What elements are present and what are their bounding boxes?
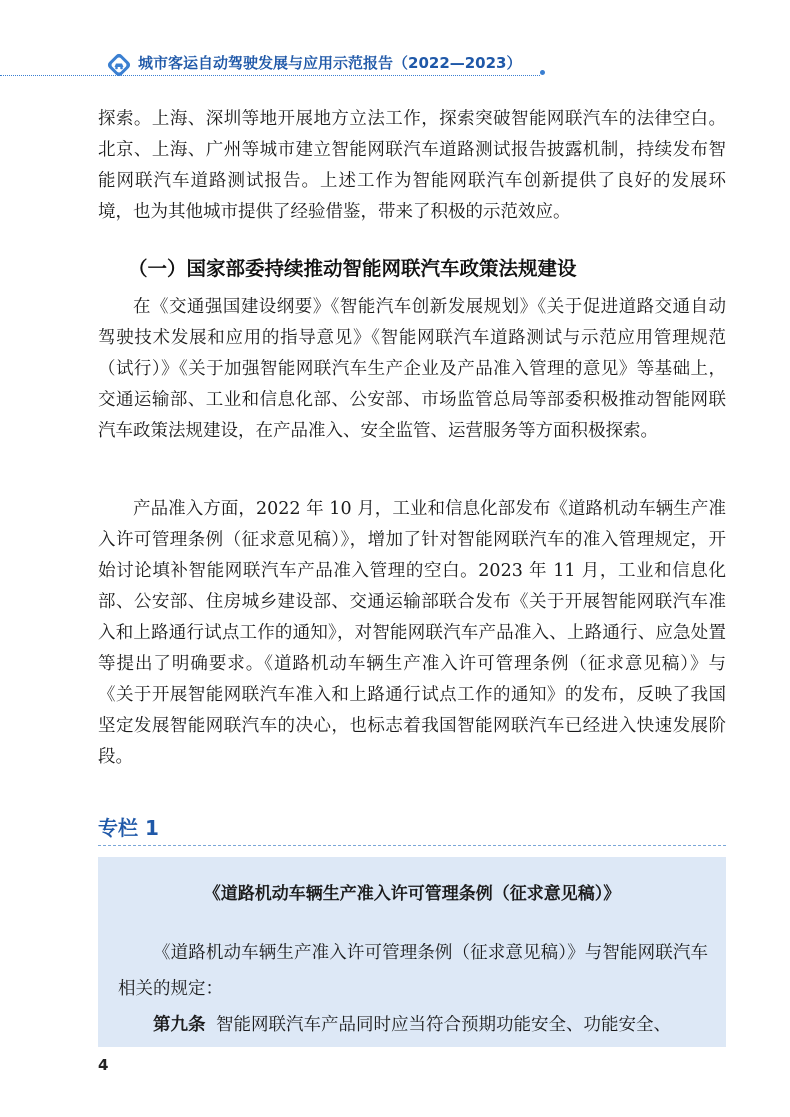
sidebar-heading-rule (98, 845, 726, 846)
intro-paragraph-text: 探索。上海、深圳等地开展地方立法工作，探索突破智能网联汽车的法律空白。北京、上海、广州等城市建立智能网联汽车道路测试报告披露机制，持续发布智能网联汽车道路测试报告。上述工作为智能网联汽车创新提供了良好的发展环境，也为其他城市提供了经验借鉴，带来了积极的示范效应。 (98, 109, 726, 222)
sidebar-box (98, 857, 726, 1047)
sidebar-box-title: 《道路机动车辆生产准入许可管理条例（征求意见稿）》 (203, 884, 621, 904)
section-paragraph-text: 在《交通强国建设纲要》《智能汽车创新发展规划》《关于促进道路交通自动驾驶技术发展和应用的指导意见》《智能网联汽车道路测试与示范应用管理规范（试行）》《关于加强智能网联汽车生产企业及产品准入管理的意见》等基础上，交通运输部、工业和信息化部、公安部、市场监管总局等部委积极推动智能网联汽车政策法规建设，在产品准入、安全监管、运营服务等方面积极探索。 (98, 297, 726, 441)
running-header (0, 50, 790, 90)
sidebar-intro-text: 《道路机动车辆生产准入许可管理条例（征求意见稿）》与智能网联汽车相关的规定： (118, 943, 708, 999)
car-sign-icon (106, 52, 132, 78)
section-heading: （一）国家部委持续推动智能网联汽车政策法规建设 (128, 257, 577, 280)
running-header-title: 城市客运自动驾驶发展与应用示范报告（2022—2023） (138, 54, 522, 72)
intro-paragraph (98, 104, 726, 228)
sidebar-box-body (118, 935, 708, 1043)
section-paragraph-2 (98, 494, 726, 773)
page-number: 4 (98, 1056, 109, 1074)
header-rule-end-dot (540, 70, 545, 75)
clause-text: 智能网联汽车产品同时应当符合预期功能安全、功能安全、 (216, 1015, 671, 1035)
header-dotted-rule (0, 75, 540, 76)
section-paragraph-1 (98, 292, 726, 447)
section-paragraph-text: 产品准入方面，2022 年 10 月，工业和信息化部发布《道路机动车辆生产准入许可管理条例（征求意见稿）》，增加了针对智能网联汽车的准入管理规定，开始讨论填补智能网联汽车产品准入管理的空白。2023 年 11 月，工业和信息化部、公安部、住房城乡建设部、交通运输部联合发布《关于开展智能网联汽车准入和上路通行试点工作的通知》，对智能网联汽车产品准入、上路通行、应急处置等提出了明确要求。《道路机动车辆生产准入许可管理条例（征求意见稿）》与《关于开展智能网联汽车准入和上路通行试点工作的通知》的发布，反映了我国坚定发展智能网联汽车的决心，也标志着我国智能网联汽车已经进入快速发展阶段。 (98, 499, 726, 767)
sidebar-clause (118, 1007, 708, 1043)
sidebar-heading: 专栏 1 (98, 816, 159, 840)
clause-label: 第九条 (153, 1015, 206, 1035)
